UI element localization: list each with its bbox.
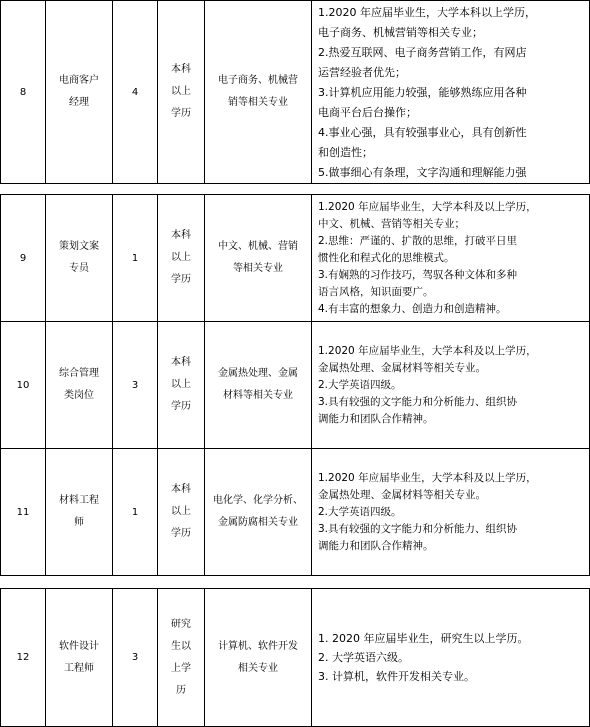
position-line: 材料工程	[59, 495, 99, 506]
requirement-line: 3.有娴熟的习作技巧，驾驭各种文体和多种	[318, 268, 518, 281]
requirement-line: 4.事业心强，具有较强事业心，具有创新性	[318, 126, 527, 139]
row-number: 10	[1, 322, 46, 449]
education-line: 研究	[171, 618, 191, 630]
position-line: 工程师	[64, 662, 94, 674]
position-cell	[46, 195, 113, 322]
requirement-line: 1.2020 年应届毕业生，大学本科及以上学历，	[318, 471, 537, 484]
requirement-line: 电商平台后台操作；	[318, 106, 417, 119]
requirements-cell	[312, 589, 590, 727]
major-line: 计算机、软件开发	[218, 640, 298, 652]
table-row	[1, 1, 590, 184]
position-cell	[46, 322, 113, 449]
requirement-line: 2.大学英语四级。	[318, 505, 402, 518]
row-number: 12	[1, 589, 46, 727]
requirement-line: 2.热爱互联网、电子商务营销工作，有网店	[318, 46, 527, 59]
requirement-line: 3.具有较强的文字能力和分析能力、组织协	[318, 522, 518, 535]
row-number: 9	[1, 195, 46, 322]
position-line: 专员	[69, 263, 89, 274]
education-line: 以上	[171, 252, 191, 263]
requirements-cell	[312, 322, 590, 449]
position-line: 策划文案	[59, 241, 99, 252]
education-cell	[158, 322, 205, 449]
education-line: 上学	[171, 662, 191, 674]
headcount-cell: 4	[113, 1, 158, 184]
requirement-line: 金属热处理、金属材料等相关专业。	[318, 361, 486, 374]
table-row	[1, 589, 590, 727]
requirement-line: 3. 计算机，软件开发相关专业。	[318, 670, 475, 683]
major-cell	[205, 449, 312, 576]
education-line: 学历	[171, 274, 191, 285]
position-line: 类岗位	[64, 390, 94, 401]
requirements-cell	[312, 195, 590, 322]
requirement-line: 2.思维：严谨的、扩散的思维，打破平日里	[318, 234, 518, 247]
education-line: 以上	[171, 86, 191, 97]
row-number: 11	[1, 449, 46, 576]
requirement-line: 调能力和团队合作精神。	[318, 539, 434, 552]
major-cell	[205, 195, 312, 322]
job-table-part-3	[0, 588, 590, 727]
requirement-line: 惯性化和程式化的思维模式。	[318, 251, 455, 264]
education-line: 本科	[171, 64, 191, 75]
major-line: 电化学、化学分析、	[213, 495, 303, 506]
requirement-line: 运营经验者优先；	[318, 66, 406, 79]
education-line: 本科	[171, 484, 191, 495]
position-line: 经理	[69, 97, 89, 108]
position-line: 师	[74, 517, 84, 528]
education-line: 生以	[171, 640, 191, 652]
headcount-cell: 1	[113, 195, 158, 322]
education-cell	[158, 589, 205, 727]
major-line: 电子商务、机械营	[218, 75, 298, 86]
education-line: 学历	[171, 401, 191, 412]
major-cell	[205, 589, 312, 727]
requirement-line: 中文、机械、营销等相关专业；	[318, 217, 465, 230]
requirements-cell	[312, 1, 590, 184]
requirement-line: 4.有丰富的想象力、创造力和创造精神。	[318, 302, 507, 315]
table-row	[1, 195, 590, 322]
position-line: 软件设计	[59, 640, 99, 652]
headcount-cell: 3	[113, 589, 158, 727]
headcount-cell: 1	[113, 449, 158, 576]
requirement-line: 5.做事细心有条理，文字沟通和理解能力强	[318, 166, 527, 179]
requirement-line: 调能力和团队合作精神。	[318, 412, 434, 425]
education-line: 学历	[171, 108, 191, 119]
requirement-line: 2. 大学英语六级。	[318, 651, 409, 664]
education-cell	[158, 195, 205, 322]
requirement-line: 1.2020 年应届毕业生，大学本科及以上学历，	[318, 200, 537, 213]
headcount-cell: 3	[113, 322, 158, 449]
table-row	[1, 322, 590, 449]
education-line: 历	[176, 684, 186, 696]
requirement-line: 3.计算机应用能力较强，能够熟练应用各种	[318, 86, 527, 99]
position-line: 电商客户	[59, 75, 99, 86]
education-line: 以上	[171, 506, 191, 517]
major-cell	[205, 322, 312, 449]
education-cell	[158, 449, 205, 576]
requirement-line: 和创造性；	[318, 146, 373, 159]
major-line: 材料等相关专业	[223, 390, 293, 401]
requirement-line: 电子商务、机械营销等相关专业；	[318, 26, 483, 39]
position-cell	[46, 1, 113, 184]
education-cell	[158, 1, 205, 184]
education-line: 学历	[171, 528, 191, 539]
major-line: 金属热处理、金属	[218, 368, 298, 379]
requirements-cell	[312, 449, 590, 576]
position-cell	[46, 449, 113, 576]
education-line: 本科	[171, 230, 191, 241]
requirement-line: 2.大学英语四级。	[318, 378, 402, 391]
education-line: 以上	[171, 379, 191, 390]
requirement-line: 3.具有较强的文字能力和分析能力、组织协	[318, 395, 518, 408]
major-line: 中文、机械、营销	[218, 241, 298, 252]
row-number: 8	[1, 1, 46, 184]
major-line: 等相关专业	[233, 263, 283, 274]
major-cell	[205, 1, 312, 184]
requirement-line: 金属热处理、金属材料等相关专业。	[318, 488, 486, 501]
job-table-part-2	[0, 194, 590, 576]
education-line: 本科	[171, 357, 191, 368]
requirement-line: 1. 2020 年应届毕业生，研究生以上学历。	[318, 632, 529, 645]
job-table-part-1	[0, 0, 590, 184]
requirement-line: 1.2020 年应届毕业生，大学本科以上学历，	[318, 6, 536, 19]
major-line: 销等相关专业	[228, 97, 288, 108]
position-line: 综合管理	[59, 368, 99, 379]
requirement-line: 1.2020 年应届毕业生，大学本科及以上学历，	[318, 344, 537, 357]
table-row	[1, 449, 590, 576]
requirement-line: 语言风格，知识面要广。	[318, 285, 434, 298]
major-line: 金属防腐相关专业	[218, 517, 298, 528]
position-cell	[46, 589, 113, 727]
major-line: 相关专业	[238, 662, 278, 674]
